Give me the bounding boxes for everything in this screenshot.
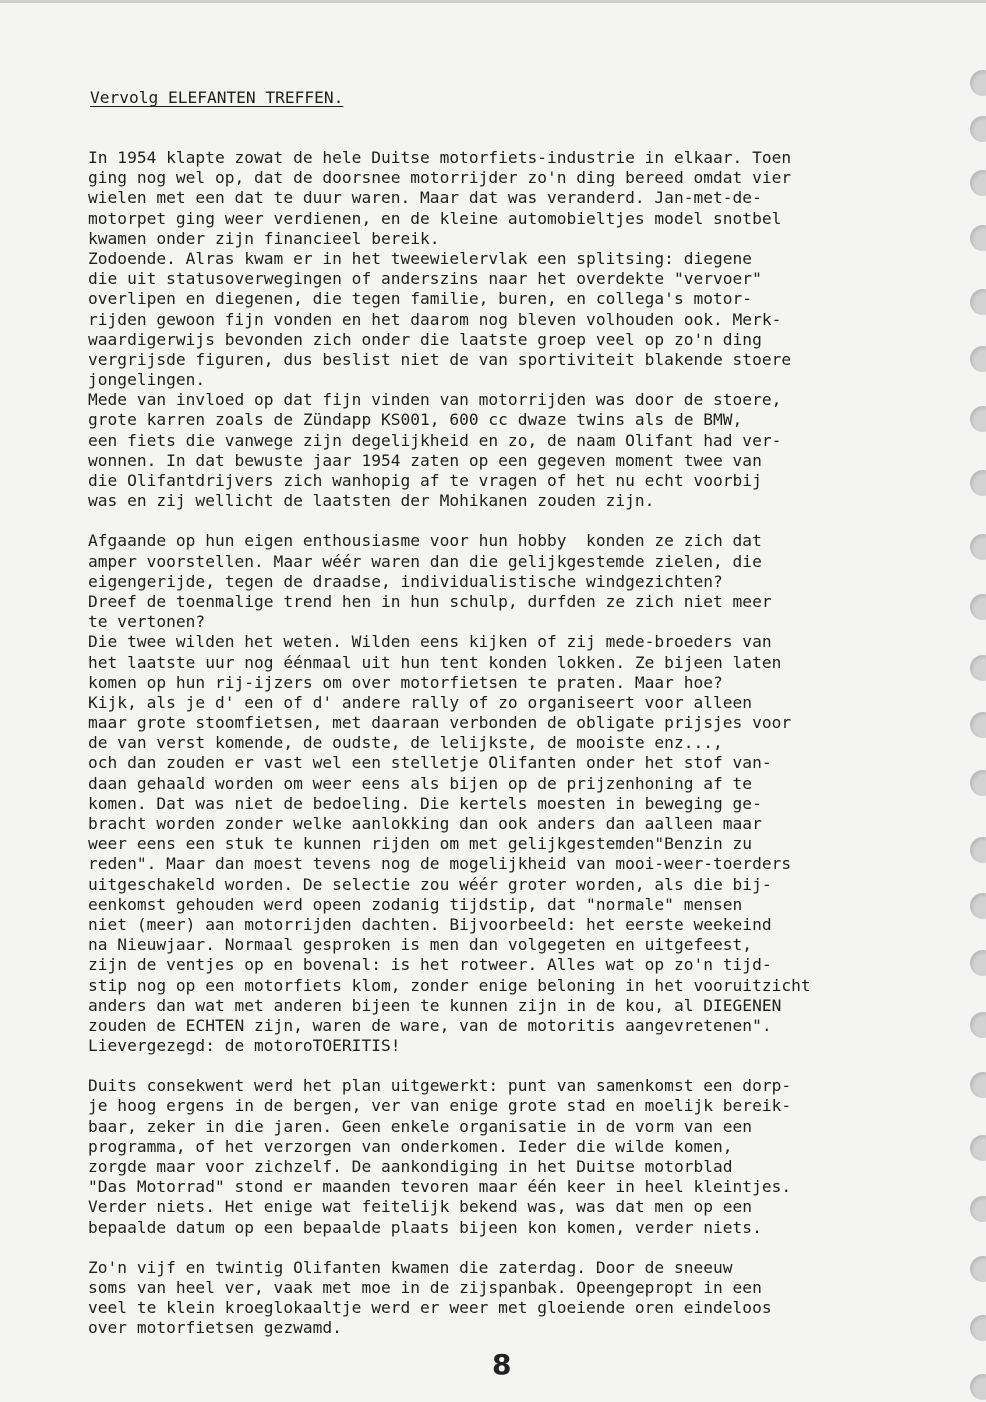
punch-hole	[970, 1072, 986, 1098]
page-top-edge	[0, 0, 986, 12]
text-line: niet (meer) aan motorrijden dachten. Bijvoorbeeld: het eerste weekeind	[88, 914, 772, 934]
text-line: anders dan wat met anderen bijeen te kunnen zijn in de kou, al DIEGENEN	[88, 995, 782, 1015]
punch-hole	[970, 170, 986, 196]
text-line: Zodoende. Alras kwam er in het tweewielervlak een splitsing: diegene	[88, 248, 753, 268]
text-line: weer eens een stuk te kunnen rijden om met gelijkgestemden"Benzin zu	[88, 834, 753, 854]
text-line: eigengerijde, tegen de draadse, individualistische windgezichten?	[88, 571, 723, 591]
punch-hole	[970, 770, 986, 796]
text-line: die Olifantdrijvers zich wanhopig af te vragen of het nu echt voorbij	[88, 471, 762, 490]
text-line: maar grote stoomfietsen, met daaraan verbonden de obligate prijsjes voor	[88, 713, 792, 733]
punch-hole	[970, 225, 986, 251]
punch-hole	[970, 70, 986, 96]
text-line: kwamen onder zijn financieel bereik.	[88, 228, 440, 248]
punch-hole	[970, 893, 986, 919]
text-line: zijn de ventjes op en bovenal: is het rotweer. Alles wat op zo'n tijd-	[88, 955, 772, 975]
text-line: bepaalde datum op een bepaalde plaats bijeen kon komen, verder niets.	[88, 1217, 762, 1237]
text-line: Duits consekwent werd het plan uitgewerkt: punt van samenkomst een dorp-	[88, 1076, 792, 1096]
text-line: over motorfietsen gezwamd.	[88, 1318, 342, 1338]
page-number: 8	[492, 1348, 512, 1381]
punch-hole	[970, 1196, 986, 1222]
text-line: ging nog wel op, dat de doorsnee motorrijder zo'n ding bereed omdat vier	[88, 168, 792, 188]
text-line: Afgaande op hun eigen enthousiasme voor hun hobby konden ze zich dat	[88, 531, 762, 551]
text-line: In 1954 klapte zowat de hele Duitse motorfiets-industrie in elkaar. Toen	[88, 148, 792, 167]
punch-hole	[970, 655, 986, 681]
text-line: uitgeschakeld worden. De selectie zou wéér groter worden, als die bij-	[88, 874, 772, 894]
text-line: wonnen. In dat bewuste jaar 1954 zaten op een gegeven moment twee van	[88, 450, 762, 470]
punch-hole	[970, 289, 986, 315]
text-line: waardigerwijs bevonden zich onder die laatste groep veel op zo'n ding	[88, 329, 762, 349]
binder-punch-holes	[956, 0, 986, 1402]
text-line: komen op hun rij-ijzers om over motorfietsen te praten. Maar hoe?	[88, 672, 723, 692]
text-line: jongelingen.	[88, 370, 206, 390]
text-line: Verder niets. Het enige wat feitelijk bekend was, was dat men op een	[88, 1197, 753, 1217]
text-line: stip nog op een motorfiets klom, zonder enige beloning in het vooruitzicht	[88, 975, 811, 995]
text-line: het laatste uur nog éénmaal uit hun tent konden lokken. Ze bijeen laten	[88, 652, 782, 672]
paragraph	[88, 1258, 958, 1339]
text-line: eenkomst gehouden werd opeen zodanig tijdstip, dat "normale" mensen	[88, 894, 743, 914]
paragraph	[88, 531, 958, 1056]
punch-hole	[970, 712, 986, 738]
text-line: bracht worden zonder welke aanlokking dan ook anders dan aalleen maar	[88, 814, 762, 833]
text-line: veel te klein kroeglokaaltje werd er weer met gloeiende oren eindeloos	[88, 1298, 772, 1318]
text-line: zorgde maar voor zichzelf. De aankondiging in het Duitse motorblad	[88, 1157, 733, 1176]
text-line: motorpet ging weer verdienen, en de kleine automobieltjes model snotbel	[88, 208, 782, 228]
text-line: soms van heel ver, vaak met moe in de zijspanbak. Opeengepropt in een	[88, 1277, 762, 1297]
text-line: Lievergezegd: de motoroTOERITIS!	[88, 1036, 401, 1056]
punch-hole	[970, 1315, 986, 1341]
text-line: na Nieuwjaar. Normaal gesproken is men dan volgegeten en uitgefeest,	[88, 935, 753, 955]
punch-hole	[970, 116, 986, 142]
punch-hole	[970, 346, 986, 372]
text-line: "Das Motorrad" stond er maanden tevoren maar één keer in heel kleintjes.	[88, 1177, 792, 1197]
text-line: Dreef de toenmalige trend hen in hun schulp, durfden ze zich niet meer	[88, 591, 772, 611]
article-body	[88, 148, 958, 1339]
text-line: rijden gewoon fijn vonden en het daarom nog bleven volhouden ook. Merk-	[88, 309, 782, 329]
text-line: baar, zeker in die jaren. Geen enkele organisatie in de vorm van een	[88, 1116, 753, 1136]
text-line: overlipen en diegenen, die tegen familie, buren, en collega's motor-	[88, 289, 753, 309]
text-line: te vertonen?	[88, 612, 206, 632]
punch-hole	[970, 1012, 986, 1038]
text-line: de van verst komende, de oudste, de lelijkste, de mooiste enz...,	[88, 733, 723, 753]
text-line: Zo'n vijf en twintig Olifanten kwamen die zaterdag. Door de sneeuw	[88, 1257, 733, 1277]
punch-hole	[970, 594, 986, 620]
text-line: programma, of het verzorgen van onderkomen. Ieder die wilde komen,	[88, 1136, 733, 1156]
text-line: wielen met een dat te duur waren. Maar dat was veranderd. Jan-met-de-	[88, 188, 762, 208]
punch-hole	[970, 470, 986, 496]
page-heading: Vervolg ELEFANTEN TREFFEN.	[90, 88, 344, 107]
paragraph	[88, 1076, 958, 1238]
punch-hole	[970, 1135, 986, 1161]
text-line: och dan zouden er vast wel een stelletje Olifanten onder het stof van-	[88, 753, 772, 773]
text-line: Mede van invloed op dat fijn vinden van motorrijden was door de stoere,	[88, 390, 782, 410]
punch-hole	[970, 534, 986, 560]
punch-hole	[970, 406, 986, 432]
text-line: zouden de ECHTEN zijn, waren de ware, van de motoritis aangevretenen".	[88, 1015, 772, 1035]
punch-hole	[970, 1374, 986, 1400]
text-line: je hoog ergens in de bergen, ver van enige grote stad en moelijk bereik-	[88, 1096, 792, 1116]
text-line: een fiets die vanwege zijn degelijkheid en zo, de naam Olifant had ver-	[88, 430, 782, 450]
text-line: daan gehaald worden om weer eens als bijen op de prijzenhoning af te	[88, 773, 753, 793]
text-line: komen. Dat was niet de bedoeling. Die kertels moesten in beweging ge-	[88, 793, 762, 813]
text-line: die uit statusoverwegingen of anderszins naar het overdekte "vervoer"	[88, 269, 762, 289]
text-line: reden". Maar dan moest tevens nog de mogelijkheid van mooi-weer-toerders	[88, 854, 792, 874]
paragraph	[88, 148, 958, 511]
text-line: Die twee wilden het weten. Wilden eens kijken of zij mede-broeders van	[88, 632, 772, 652]
text-line: vergrijsde figuren, dus beslist niet de van sportiviteit blakende stoere	[88, 349, 792, 369]
punch-hole	[970, 1256, 986, 1282]
text-line: was en zij wellicht de laatsten der Mohikanen zouden zijn.	[88, 491, 655, 511]
punch-hole	[970, 950, 986, 976]
text-line: amper voorstellen. Maar wéér waren dan die gelijkgestemde zielen, die	[88, 551, 762, 571]
text-line: Kijk, als je d' een of d' andere rally of zo organiseert voor alleen	[88, 692, 753, 712]
text-line: grote karren zoals de Zündapp KS001, 600 cc dwaze twins als de BMW,	[88, 410, 743, 430]
punch-hole	[970, 837, 986, 863]
